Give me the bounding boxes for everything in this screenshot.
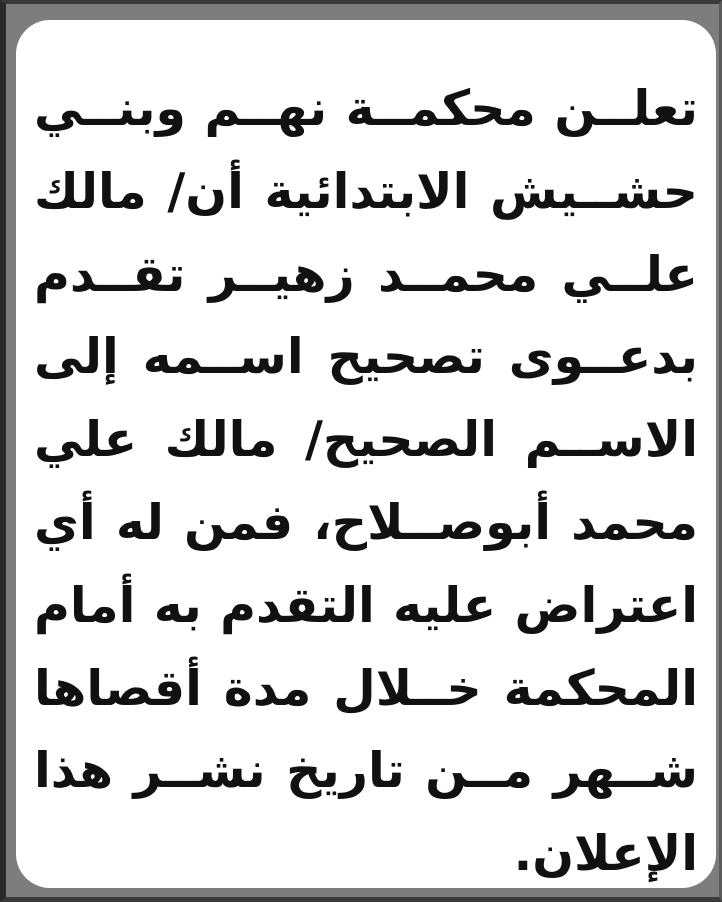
notice-line-9: شــهر مــن تاريخ نشــر هذا [34,742,698,800]
notice-line-7: اعتراض عليه التقدم به أمام [34,576,698,634]
notice-card [16,20,716,888]
notice-line-5: الاســم الصحيح/ مالك علي [34,411,698,469]
notice-line-4: بدعــوى تصحيح اســمه إلى [34,328,698,386]
notice-line-1: تعلــن محكمــة نهــم وبنــي [34,80,698,137]
notice-line-10: الإعلان. [513,825,698,883]
notice-line-2: حشــيش الابتدائية أن/ مالك [34,162,698,220]
notice-line-8: المحكمة خــلال مدة أقصاها [34,659,698,717]
notice-text [34,68,698,888]
notice-line-3: علــي محمــد زهيــر تقــدم [34,245,698,303]
notice-line-6: محمد أبوصــلاح، فمن له أي [34,493,698,551]
